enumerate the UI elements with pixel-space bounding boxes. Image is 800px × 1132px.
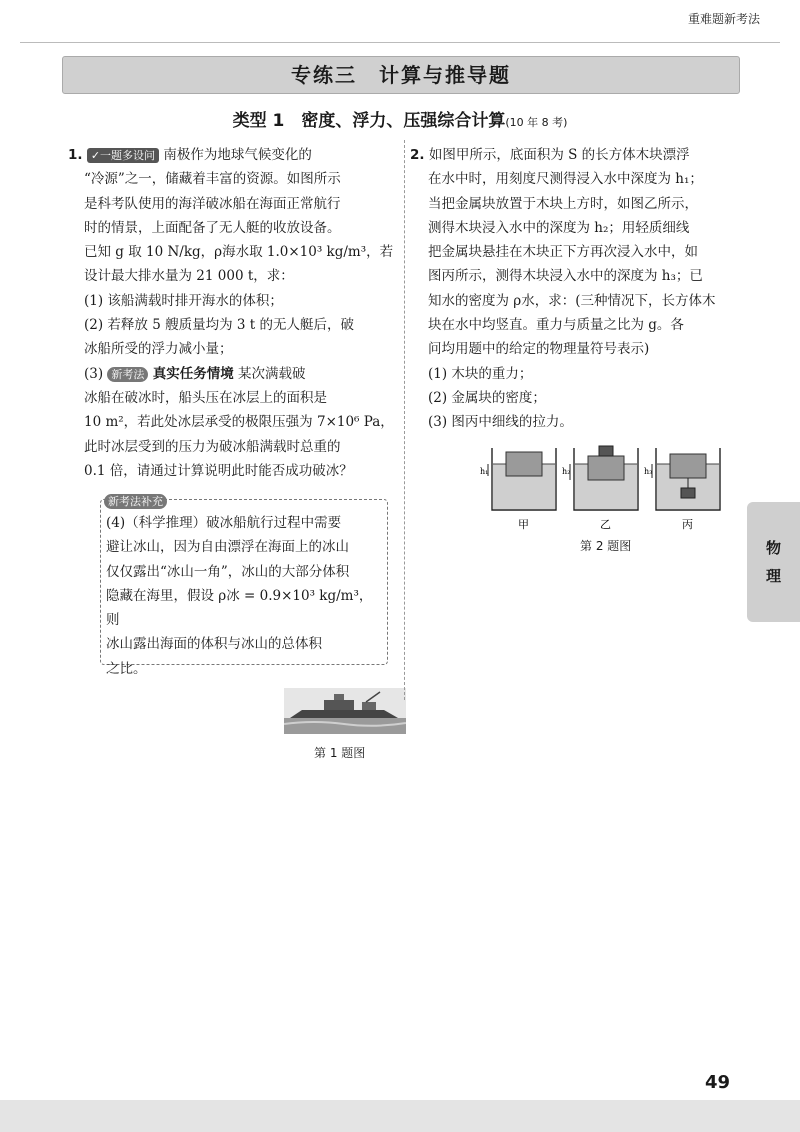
- q1-p3-line: 某次满载破: [238, 365, 306, 382]
- supplement-text: [106, 511, 384, 681]
- q1-line: 设计最大排水量为 21 000 t，求：: [84, 268, 294, 285]
- column-divider: [404, 140, 405, 700]
- q2-line: 测得木块浸入水中的深度为 h₂；用轻质细线: [428, 219, 690, 236]
- side-tab-char-2: 理: [765, 567, 781, 585]
- supp-line: 仅仅露出“冰山一角”，冰山的大部分体积: [106, 563, 350, 580]
- banner-title: 专练三 计算与推导题: [291, 63, 511, 87]
- beaker-jia: [480, 448, 556, 531]
- q1-line: 时的情景，上面配备了无人艇的收放设备。: [84, 219, 341, 236]
- q2-number: 2.: [410, 147, 425, 163]
- q1-p3-line: 冰船在破冰时，船头压在冰层上的面积是: [84, 389, 327, 406]
- depth-label-h1: h₁: [480, 467, 489, 476]
- depth-label-h2: h₂: [562, 467, 571, 476]
- q1-tag: ✓一题多设问: [87, 148, 159, 163]
- q2-line: 在水中时，用刻度尺测得浸入水中深度为 h₁；: [428, 171, 703, 188]
- beaker-yi: [562, 446, 638, 531]
- question-1: [68, 143, 400, 483]
- figure-1-caption: 第 1 题图: [314, 746, 366, 760]
- new-method-tag: 新考法: [107, 367, 148, 382]
- q1-line: 冰船所受的浮力减小量；: [84, 341, 233, 358]
- q1-line: 南极作为地球气候变化的: [163, 147, 312, 163]
- q2-line: 块在水中均竖直。重力与质量之比为 g。各: [428, 317, 684, 334]
- q1-p3-line: 0.1 倍，请通过计算说明此时能否成功破冰？: [84, 462, 353, 479]
- supplement-label-text: 新考法补充: [104, 494, 167, 509]
- q2-line: (3) 图丙中细线的拉力。: [428, 414, 573, 431]
- figure-2-caption: 第 2 题图: [580, 539, 632, 553]
- q1-number: 1.: [68, 147, 83, 163]
- supp-line: 隐藏在海里，假设 ρ冰 = 0.9×10³ kg/m³，则: [106, 587, 373, 629]
- section-title: [0, 106, 800, 131]
- icebreaker-ship-image: [284, 688, 406, 734]
- q2-line: (1) 木块的重力；: [428, 365, 533, 382]
- q1-p3-line: 此时冰层受到的压力为破冰船满载时总重的: [84, 438, 341, 455]
- q2-line: (2) 金属块的密度；: [428, 389, 546, 406]
- q2-line: 问均用题中的给定的物理量符号表示): [428, 341, 650, 358]
- header-rule: [20, 42, 780, 43]
- q1-line: “冷源”之一，储藏着丰富的资源。如图所示: [84, 171, 341, 188]
- question-2: [410, 143, 742, 435]
- side-tab-char-1: 物: [765, 539, 781, 557]
- supplement-label: [104, 490, 167, 509]
- supp-line: 之比。: [106, 660, 147, 677]
- q1-line: (2) 若释放 5 艘质量均为 3 t 的无人艇后，破: [84, 317, 354, 334]
- q1-p3-prefix: (3): [84, 365, 104, 382]
- beaker-bing: [644, 448, 720, 531]
- q2-line: 知水的密度为 ρ水，求：(三种情况下，长方体木: [428, 292, 716, 309]
- section-note: (10 年 8 考): [505, 116, 568, 129]
- depth-label-h3: h₃: [644, 467, 653, 476]
- supp-line: 冰山露出海面的体积与冰山的总体积: [106, 636, 322, 653]
- subject-side-tab: [747, 502, 800, 622]
- q2-line: 把金属块悬挂在木块正下方再次浸入水中，如: [428, 244, 698, 261]
- supp-line: 避让冰山，因为自由漂浮在海面上的冰山: [106, 539, 349, 556]
- q2-line: 图丙所示，测得木块浸入水中的深度为 h₃；已: [428, 268, 703, 285]
- q1-line: (1) 该船满载时排开海水的体积；: [84, 292, 283, 309]
- q1-p3-bold: 真实任务情境: [152, 365, 234, 382]
- section-title-text: 类型 1 密度、浮力、压强综合计算: [232, 111, 506, 131]
- q2-line: 如图甲所示，底面积为 S 的长方体木块漂浮: [428, 147, 690, 163]
- bottom-band: [0, 1100, 800, 1132]
- beakers-figure: [480, 438, 736, 534]
- q1-line: 已知 g 取 10 N/kg，ρ海水取 1.0×10³ kg/m³，若: [84, 244, 394, 261]
- title-banner: [62, 56, 740, 94]
- fig-label-jia: 甲: [518, 518, 529, 531]
- q2-line: 当把金属块放置于木块上方时，如图乙所示，: [428, 195, 698, 212]
- page-number: 49: [704, 1072, 730, 1093]
- fig-label-yi: 乙: [600, 518, 611, 531]
- fig-label-bing: 丙: [682, 518, 693, 531]
- header-label: 重难题新考法: [687, 12, 760, 26]
- q1-p3-line: 10 m²，若此处冰层承受的极限压强为 7×10⁶ Pa，: [84, 414, 394, 431]
- q1-line: 是科考队使用的海洋破冰船在海面正常航行: [84, 195, 341, 212]
- supp-line: (4)（科学推理）破冰船航行过程中需要: [106, 515, 342, 531]
